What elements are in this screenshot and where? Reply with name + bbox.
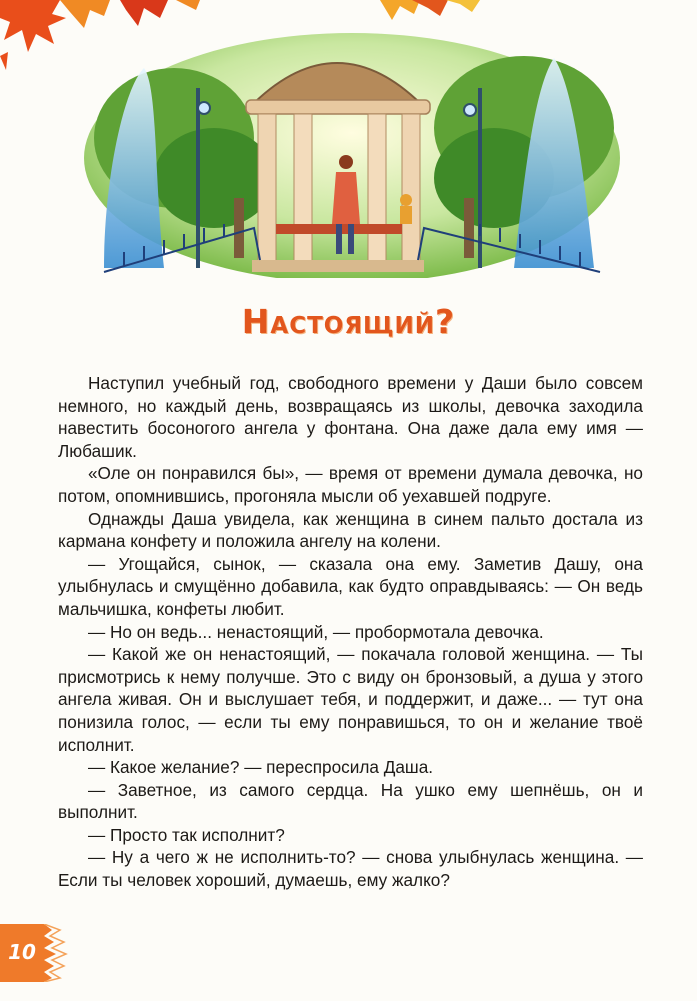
paragraph: — Какое желание? — переспросила Даша. bbox=[88, 757, 434, 778]
paragraph: «Оле он понравился бы», — время от времени думала девочка, но потом, опомнившись, прогоняла мысли об уехавшей подруге. bbox=[58, 463, 643, 506]
story-text bbox=[58, 372, 643, 892]
paragraph: Однажды Даша увидела, как женщина в синем пальто достала из кармана конфету и положила ангелу на колени. bbox=[58, 508, 643, 552]
paragraph: Наступил учебный год, свободного времени у Даши было совсем немного, но каждый день, возвращаясь из школы, девочка заходила навестить босоногого ангела у фонтана. Она даже дала ему имя — Любашик. bbox=[58, 373, 643, 461]
gazebo-park-illustration bbox=[84, 28, 620, 278]
paragraph: — Просто так исполнит? bbox=[88, 824, 285, 845]
paragraph: — Какой же он ненастоящий, — покачала головой женщина. — Ты присмотрись к нему получше. Это с виду он бронзовый, а душа у этого ангела живая. Он и выслушает тебя, и поддержит, и даже... — тут она понизила голос, — если ты ему понравишься, то он и желание твоё исполнит. bbox=[58, 644, 643, 755]
paragraph: — Угощайся, сынок, — сказала она ему. Заметив Дашу, она улыбнулась и смущённо добавила, как будто оправдываясь: — Он ведь мальчишка, конфеты любит. bbox=[58, 553, 643, 619]
paragraph: — Но он ведь... ненастоящий, — пробормотала девочка. bbox=[88, 621, 544, 642]
chapter-title: Настоящий? bbox=[241, 302, 456, 341]
paragraph: — Ну а чего ж не исполнить-то? — снова улыбнулась женщина. — Если ты человек хороший, думаешь, ему жалко? bbox=[58, 847, 643, 891]
page-number: 10 bbox=[8, 940, 36, 964]
paragraph: — Заветное, из самого сердца. На ушко ему шепнёшь, он и выполнит. bbox=[58, 779, 643, 823]
